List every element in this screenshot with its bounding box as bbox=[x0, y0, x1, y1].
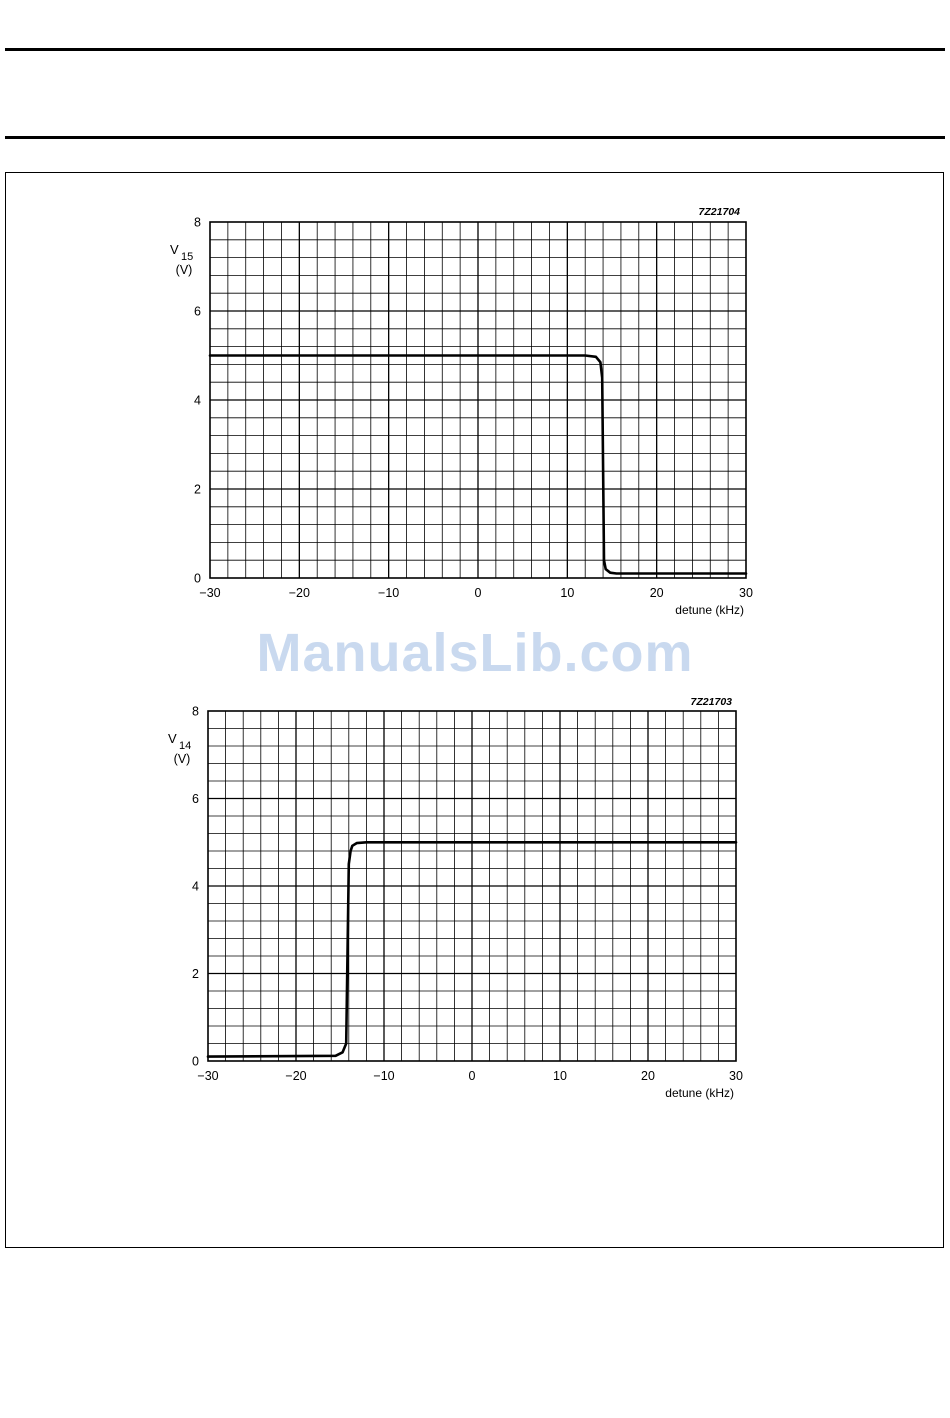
y-tick-label: 8 bbox=[194, 215, 201, 230]
y-tick-label: 4 bbox=[192, 879, 199, 894]
y-tick-label: 4 bbox=[194, 393, 201, 408]
x-axis-label: detune (kHz) bbox=[675, 603, 744, 617]
y-tick-label: 8 bbox=[192, 704, 199, 719]
y-axis-label: V bbox=[170, 242, 179, 257]
x-tick-label: 0 bbox=[474, 586, 482, 600]
y-tick-label: 2 bbox=[194, 482, 201, 497]
x-tick-label: −30 bbox=[199, 586, 221, 600]
figure-code: 7Z21703 bbox=[690, 696, 732, 708]
y-tick-label: 2 bbox=[192, 967, 199, 981]
y-tick-label: 6 bbox=[192, 792, 199, 806]
x-tick-label: 0 bbox=[468, 1069, 476, 1083]
x-tick-label: 20 bbox=[641, 1069, 655, 1083]
figure-code: 7Z21704 bbox=[698, 206, 740, 218]
y-tick-label: 0 bbox=[192, 1054, 199, 1069]
y-tick-label: 6 bbox=[194, 304, 201, 319]
y-tick-label: 0 bbox=[194, 571, 201, 586]
watermark: ManualsLib.com bbox=[256, 623, 694, 683]
y-axis-unit: (V) bbox=[175, 263, 193, 277]
y-axis-label-subscript: 14 bbox=[179, 740, 192, 752]
y-axis-label: V bbox=[168, 731, 177, 746]
x-tick-label: −30 bbox=[197, 1069, 219, 1083]
x-tick-label: −20 bbox=[288, 586, 310, 600]
y-axis-label-subscript: 15 bbox=[181, 251, 194, 263]
x-tick-label: −10 bbox=[378, 586, 400, 600]
x-tick-label: −20 bbox=[285, 1069, 307, 1083]
x-tick-label: 20 bbox=[649, 586, 664, 600]
x-tick-label: 30 bbox=[739, 586, 753, 600]
x-tick-label: −10 bbox=[373, 1069, 395, 1083]
x-tick-label: 30 bbox=[729, 1069, 743, 1083]
x-axis-label: detune (kHz) bbox=[665, 1086, 734, 1100]
x-tick-label: 10 bbox=[553, 1069, 567, 1083]
y-axis-unit: (V) bbox=[173, 752, 191, 766]
x-tick-label: 10 bbox=[560, 586, 575, 600]
